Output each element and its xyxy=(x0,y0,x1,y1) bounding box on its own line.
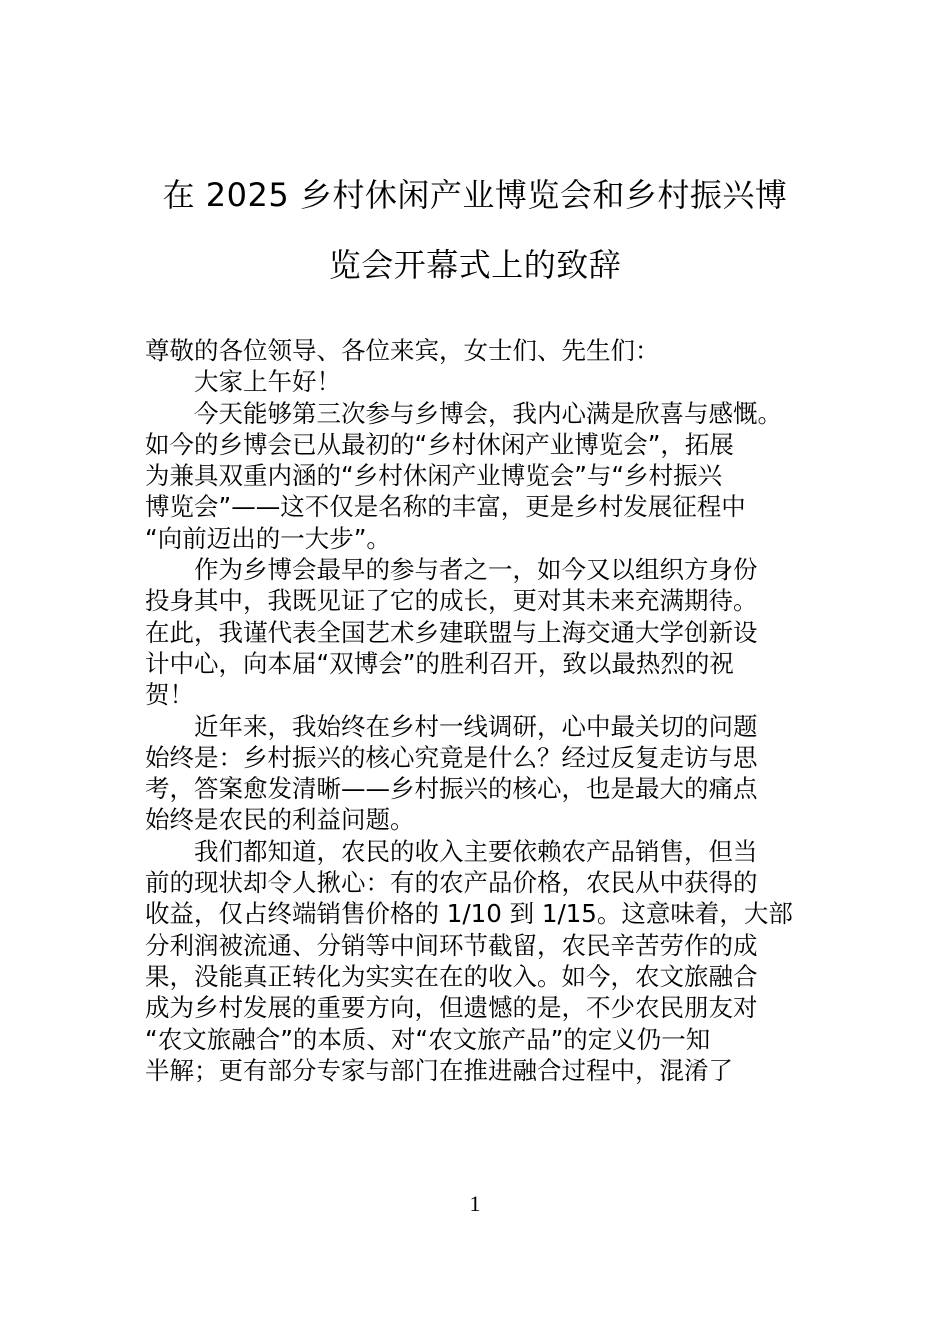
paragraph-3-line: 近年来，我始终在乡村一线调研，心中最关切的问题 xyxy=(194,711,758,741)
paragraph-4-line: 前的现状却令人揪心：有的农产品价格，农民从中获得的 xyxy=(145,868,758,898)
paragraph-3-line: 考，答案愈发清晰——乡村振兴的核心，也是最大的痛点 xyxy=(145,774,758,804)
paragraph-2-line: 在此，我谨代表全国艺术乡建联盟与上海交通大学创新设 xyxy=(145,617,758,647)
paragraph-1-line: 如今的乡博会已从最初的“乡村休闲产业博览会”，拓展 xyxy=(145,429,734,459)
document-title-line-1: 在 2025 乡村休闲产业博览会和乡村振兴博 xyxy=(162,176,788,214)
paragraph-4-line: “农文旅融合”的本质、对“农文旅产品”的定义仍一知 xyxy=(145,1024,711,1054)
paragraph-4-line: 果，没能真正转化为实实在在的收入。如今，农文旅融合 xyxy=(145,961,758,991)
document-body xyxy=(145,335,815,1086)
paragraph-4-line: 分利润被流通、分销等中间环节截留，农民辛苦劳作的成 xyxy=(145,930,758,960)
page-number: 1 xyxy=(469,1191,481,1216)
paragraph-4-line: 成为乡村发展的重要方向，但遗憾的是，不少农民朋友对 xyxy=(145,993,758,1023)
paragraph-1-line: 今天能够第三次参与乡博会，我内心满是欣喜与感慨。 xyxy=(194,398,782,428)
greeting: 大家上午好！ xyxy=(194,367,341,397)
salutation: 尊敬的各位领导、各位来宾，女士们、先生们： xyxy=(145,336,660,365)
paragraph-1-line: 博览会”——这不仅是名称的丰富，更是乡村发展征程中 xyxy=(145,492,746,522)
paragraph-4-line: 收益，仅占终端销售价格的 1/10 到 1/15。这意味着，大部 xyxy=(145,899,793,929)
paragraph-1-line: 为兼具双重内涵的“乡村休闲产业博览会”与“乡村振兴 xyxy=(145,461,723,491)
paragraph-3-line: 始终是农民的利益问题。 xyxy=(145,805,415,835)
paragraph-4-line: 我们都知道，农民的收入主要依赖农产品销售，但当 xyxy=(194,836,758,866)
document-title-line-2: 览会开幕式上的致辞 xyxy=(328,246,622,284)
paragraph-2-line: 投身其中，我既见证了它的成长，更对其未来充满期待。 xyxy=(145,586,758,616)
paragraph-2-line: 贺！ xyxy=(145,680,194,710)
paragraph-4-line: 半解；更有部分专家与部门在推进融合过程中，混淆了 xyxy=(145,1055,733,1085)
paragraph-2-line: 作为乡博会最早的参与者之一，如今又以组织方身份 xyxy=(194,555,758,585)
paragraph-2-line: 计中心，向本届“双博会”的胜利召开，致以最热烈的祝 xyxy=(145,648,734,678)
paragraph-1-line: “向前迈出的一大步”。 xyxy=(145,523,391,553)
paragraph-3-line: 始终是：乡村振兴的核心究竟是什么？经过反复走访与思 xyxy=(145,742,758,772)
